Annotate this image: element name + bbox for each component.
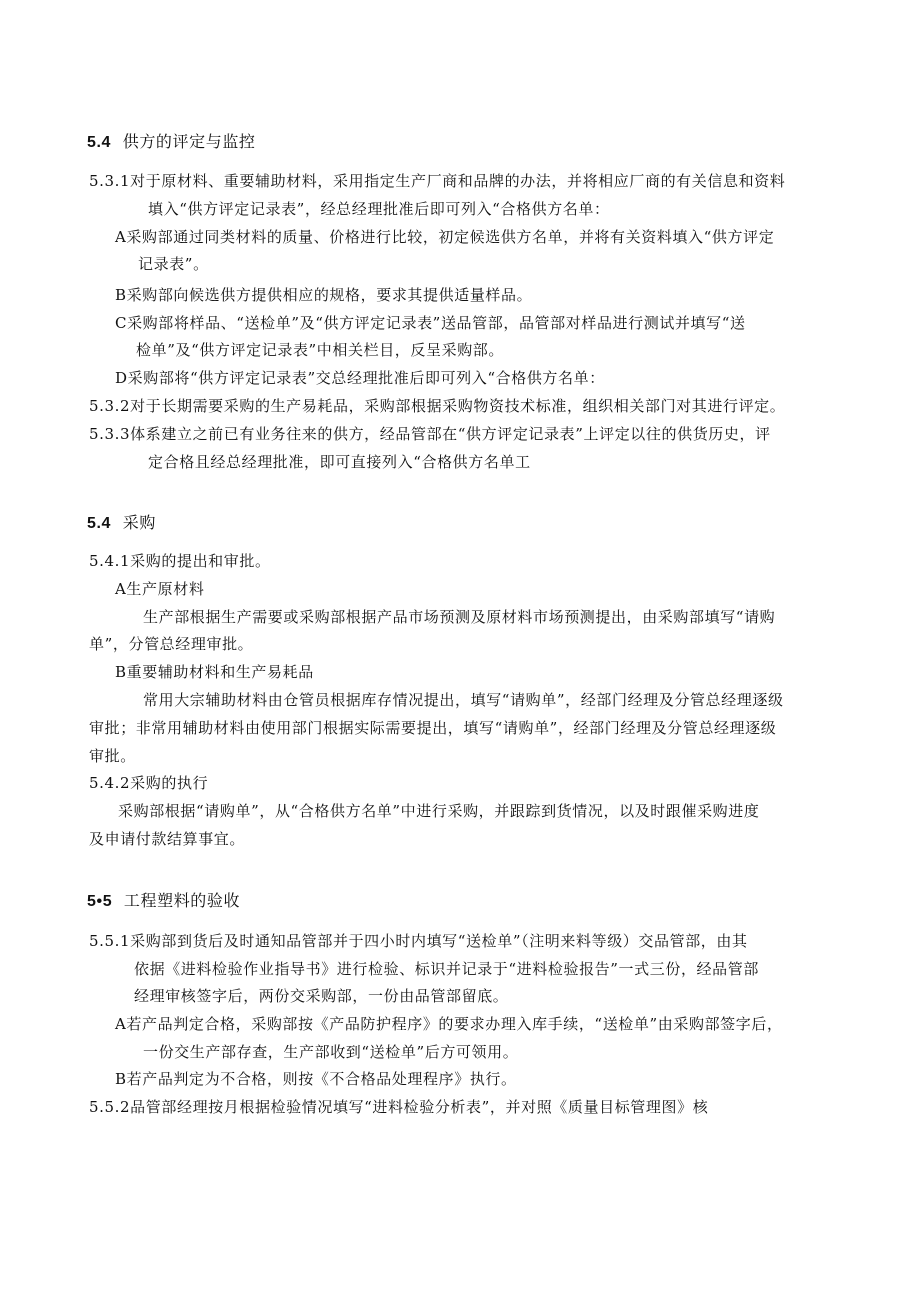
section-heading-supplier-evaluation xyxy=(87,131,256,154)
item-a-title: A生产原材料 xyxy=(115,580,205,598)
item-b-text-line-3: 审批。 xyxy=(89,747,136,765)
paragraph-5-5-2: 5.5.2品管部经理按月根据检验情况填写“进料检验分析表”，并对照《质量目标管理图》核 xyxy=(89,1098,709,1116)
paragraph-5-5-1-line-1: 5.5.1采购部到货后及时通知品管部并于四小时内填写“送检单”（注明来料等级）交品管部，由其 xyxy=(89,932,748,950)
paragraph-5-3-3-line-1: 5.3.3体系建立之前已有业务往来的供方，经品管部在“供方评定记录表”上评定以往的供货历史，评 xyxy=(89,425,771,443)
section-number: 5.4 xyxy=(87,515,112,532)
paragraph-5-4-2-text-line-1: 采购部根据“请购单”，从“合格供方名单”中进行采购，并跟踪到货情况，以及时跟催采购进度 xyxy=(118,802,760,820)
section-title: 工程塑料的验收 xyxy=(123,891,241,910)
paragraph-5-3-3-line-2: 定合格且经总经理批准，即可直接列入“合格供方名单工 xyxy=(148,453,531,471)
item-c-line-1: C采购部将样品、“送检单”及“供方评定记录表”送品管部，品管部对样品进行测试并填写“送 xyxy=(115,314,746,332)
section-number: 5•5 xyxy=(87,893,113,910)
item-b-title: B重要辅助材料和生产易耗品 xyxy=(115,663,314,681)
item-b-text-line-2: 审批；非常用辅助材料由使用部门根据实际需要提出，填写“请购单”，经部门经理及分管总经理逐级 xyxy=(89,719,777,737)
paragraph-5-5-1-line-2: 依据《进料检验作业指导书》进行检验、标识并记录于“进料检验报告”一式三份，经品管部 xyxy=(134,960,759,978)
section-title: 采购 xyxy=(122,513,156,532)
paragraph-5-5-1-line-3: 经理审核签字后，两份交采购部，一份由品管部留底。 xyxy=(134,987,509,1005)
item-b: B若产品判定为不合格，则按《不合格品处理程序》执行。 xyxy=(115,1070,517,1088)
item-b: B采购部向候选供方提供相应的规格，要求其提供适量样品。 xyxy=(115,286,533,304)
paragraph-5-4-2: 5.4.2采购的执行 xyxy=(89,774,209,792)
paragraph-5-4-2-text-line-2: 及申请付款结算事宜。 xyxy=(89,830,246,848)
item-c-line-2: 检单”及“供方评定记录表”中相关栏目，反呈采购部。 xyxy=(136,341,505,359)
item-b-text-line-1: 常用大宗辅助材料由仓管员根据库存情况提出，填写“请购单”，经部门经理及分管总经理逐级 xyxy=(143,691,784,709)
section-title: 供方的评定与监控 xyxy=(122,132,256,151)
item-a-text-line-2: 单”，分管总经理审批。 xyxy=(89,635,254,653)
item-a-line-2: 记录表”。 xyxy=(138,255,209,273)
paragraph-5-3-1-line-2: 填入“供方评定记录表”，经总经理批准后即可列入“合格供方名单： xyxy=(148,200,610,218)
paragraph-5-3-2: 5.3.2对于长期需要采购的生产易耗品，采购部根据采购物资技术标准，组织相关部门对其进行评定。 xyxy=(89,397,786,415)
item-d: D采购部将“供方评定记录表”交总经理批准后即可列入“合格供方名单： xyxy=(115,369,605,387)
item-a-line-2: 一份交生产部存查，生产部收到“送检单”后方可领用。 xyxy=(143,1043,519,1061)
paragraph-5-4-1: 5.4.1采购的提出和审批。 xyxy=(89,552,271,570)
item-a-line-1: A采购部通过同类材料的质量、价格进行比较，初定候选供方名单，并将有关资料填入“供方评定 xyxy=(115,228,775,246)
section-heading-purchasing xyxy=(87,512,156,535)
item-a-text-line-1: 生产部根据生产需要或采购部根据产品市场预测及原材料市场预测提出，由采购部填写“请购 xyxy=(143,608,776,626)
section-number: 5.4 xyxy=(87,134,112,151)
item-a-line-1: A若产品判定合格，采购部按《产品防护程序》的要求办理入库手续，“送检单”由采购部签字后， xyxy=(115,1015,783,1033)
section-heading-plastics-acceptance xyxy=(87,890,240,913)
paragraph-5-3-1-line-1: 5.3.1对于原材料、重要辅助材料，采用指定生产厂商和品牌的办法，并将相应厂商的有关信息和资料 xyxy=(89,172,786,190)
